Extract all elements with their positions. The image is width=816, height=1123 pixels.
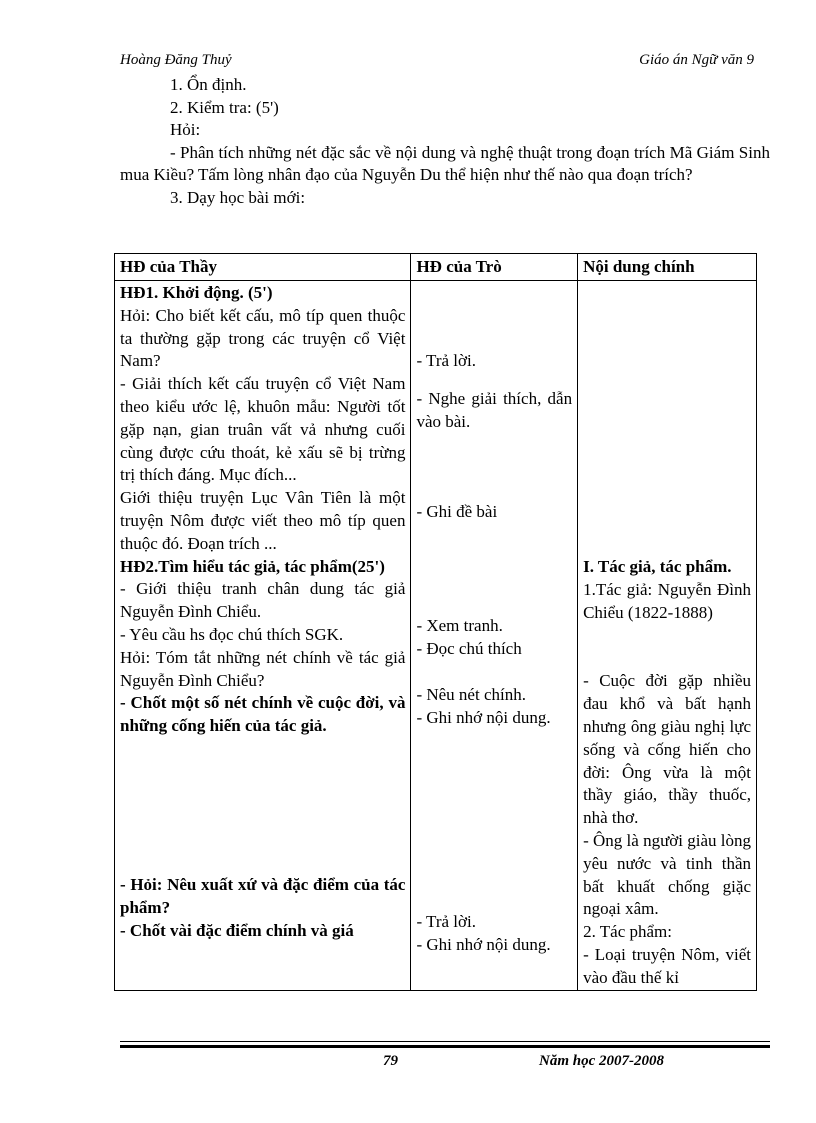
intro-section — [120, 74, 770, 210]
lesson-table — [114, 253, 757, 991]
teacher-cell — [115, 281, 411, 991]
hd2-portrait: - Giới thiệu tranh chân dung tác giả Nguyễn Đình Chiểu. — [120, 579, 406, 622]
student-answer-2: - Trả lời. — [416, 912, 476, 932]
header-title: Giáo án Ngữ văn 9 — [639, 52, 754, 68]
check-question: - Phân tích những nét đặc sắc về nội dung và nghệ thuật trong đoạn trích Mã Giám Sinh mua Kiều? Tấm lòng nhân đạo của Nguyễn Du thể hiện như thế nào qua đoạn trích? — [120, 142, 770, 185]
col-header-teacher: HĐ của Thầy — [115, 254, 411, 281]
section-author-work: I. Tác giả, tác phẩm. — [583, 557, 732, 576]
table-row — [115, 281, 757, 991]
header-author: Hoàng Đăng Thuỷ — [120, 52, 232, 68]
student-listen: - Nghe giải thích, dẫn vào bài. — [416, 388, 573, 431]
author-patriot: - Ông là người giàu lòng yêu nước và tinh thần bất khuất chống giặc ngoại xâm. — [583, 830, 751, 919]
footer-rule-thin — [120, 1041, 770, 1042]
col-header-content: Nội dung chính — [578, 254, 757, 281]
author-life: - Cuộc đời gặp nhiều đau khổ và bất hạnh nhưng ông giàu nghị lực sống và cống hiến cho đời: Ông vừa là một thầy giáo, thầy thuốc, nhà thơ. — [583, 671, 751, 828]
work-type: - Loại truyện Nôm, viết vào đầu thế kỉ — [583, 944, 751, 987]
student-answer-1: - Trả lời. — [416, 351, 476, 370]
page-number: 79 — [383, 1053, 398, 1069]
student-cell — [411, 281, 578, 991]
hd2-title: HĐ2.Tìm hiểu tác giả, tác phẩm(25') — [120, 556, 385, 576]
hd2-summary: - Chốt một số nét chính về cuộc đời, và những cống hiến của tác giả. — [120, 693, 406, 736]
student-key-points: - Nêu nét chính. — [416, 684, 526, 704]
work-label: 2. Tác phẩm: — [583, 922, 672, 942]
hd2-read: - Yêu cầu hs đọc chú thích SGK. — [120, 624, 344, 644]
col-header-student: HĐ của Trò — [411, 254, 578, 281]
step-check: 2. Kiểm tra: (5') — [170, 97, 279, 117]
hd2-question-2: - Hỏi: Nêu xuất xứ và đặc điểm của tác phẩm? — [120, 875, 406, 918]
hd1-question: Hỏi: Cho biết kết cấu, mô típ quen thuộc ta thường gặp trong các truyện cổ Việt Nam? — [120, 305, 406, 371]
hd1-intro: Giới thiệu truyện Lục Vân Tiên là một truyện Nôm được viết theo mô típ quen thuộc đó. Đoạn trích ... — [120, 488, 406, 553]
ask-label: Hỏi: — [170, 120, 201, 140]
hd1-explain: - Giải thích kết cấu truyện cổ Việt Nam theo kiểu ước lệ, khuôn mẫu: Người tốt gặp nạn, gian truân vất vả nhưng cuối cùng được cứu thoát, kẻ xấu sẽ bị trừng trị thích đáng. Mục đích... — [120, 374, 406, 485]
hd2-question: Hỏi: Tóm tắt những nét chính về tác giả Nguyễn Đình Chiểu? — [120, 647, 406, 690]
school-year: Năm học 2007-2008 — [539, 1053, 664, 1069]
student-view: - Xem tranh. — [416, 616, 503, 636]
student-note-title: - Ghi đề bài — [416, 502, 498, 522]
student-remember-1: - Ghi nhớ nội dung. — [416, 707, 551, 727]
student-read-notes: - Đọc chú thích — [416, 638, 522, 658]
author-label: 1.Tác giả: Nguyễn Đình Chiểu (1822-1888) — [583, 579, 751, 622]
footer-rule-thick — [120, 1045, 770, 1048]
table-header-row — [115, 254, 757, 281]
student-remember-2: - Ghi nhớ nội dung. — [416, 935, 551, 955]
content-cell — [578, 281, 757, 991]
step-new-lesson: 3. Dạy học bài mới: — [170, 187, 306, 207]
hd2-summary-2: - Chốt vài đặc điểm chính và giá — [120, 920, 354, 940]
step-stabilize: 1. Ổn định. — [170, 75, 247, 94]
hd1-title: HĐ1. Khởi động. (5') — [120, 283, 273, 302]
